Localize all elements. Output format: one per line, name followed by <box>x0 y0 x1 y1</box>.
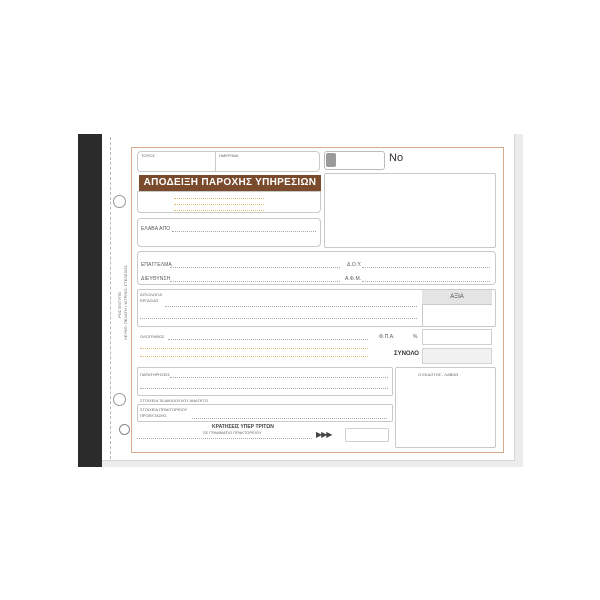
binder-hole-top <box>113 195 126 208</box>
title-dotline-1 <box>174 198 264 199</box>
vat-number-line <box>362 281 490 282</box>
vat-amount-cell <box>422 329 492 345</box>
tax-office-label: Δ.Ο.Υ. <box>347 262 362 268</box>
remarks-box <box>137 367 393 396</box>
withholding-line <box>137 438 312 439</box>
total-label: ΣΥΝΟΛΟ <box>394 351 419 357</box>
place-date-divider <box>215 151 216 172</box>
series-tag <box>326 153 336 167</box>
binder-hole-bottom <box>113 393 126 406</box>
amount-header: ΑΞΙΑ <box>422 290 492 305</box>
stub-copies-text: ΛΕΥΚΟ: ΠΕΛΑΤΗ • ΚΙΤΡΙΝΟ: ΣΤΕΛΕΧΟΣ <box>123 265 128 340</box>
received-from-label: ΕΛΑΒΑ ΑΠΟ <box>141 226 171 232</box>
address-line <box>170 281 340 282</box>
issuer-receiver-label: Ο ΕΚΔΟΤΗΣ - ΛΑΒΩΝ <box>418 372 459 377</box>
vat-number-label: Α.Φ.Μ. <box>345 276 362 282</box>
binding-spine <box>78 134 102 467</box>
stamp-box <box>324 173 496 248</box>
address-label: ΔΙΕΥΘΥΝΣΗ <box>141 276 171 282</box>
reason-label-1: ΑΙΤΙΟΛΟΓΙΑ <box>140 292 163 297</box>
vat-percent-label: % <box>413 334 418 340</box>
in-words-line-2 <box>140 348 368 349</box>
payer-details-box <box>137 251 496 285</box>
in-words-line-1 <box>168 339 368 340</box>
number-label: No <box>389 152 404 164</box>
in-words-line-3 <box>140 356 368 357</box>
vat-field-label: Φ.Π.Α. <box>379 334 395 340</box>
received-from-line <box>172 231 316 232</box>
form-title: ΑΠΟΔΕΙΞΗ ΠΑΡΟΧΗΣ ΥΠΗΡΕΣΙΩΝ <box>139 175 321 191</box>
remarks-label: ΠΑΡΑΤΗΡΗΣΕΙΣ <box>140 372 170 377</box>
remarks-line-2 <box>140 388 388 389</box>
remarks-line-1 <box>170 377 388 378</box>
withholding-amount-cell <box>345 428 389 442</box>
agency-label-1: ΣΤΟΙΧΕΙΑ ΠΡΑΚΤΟΡΕΙΟΥ <box>140 407 188 412</box>
date-label: ΗΜΕΡ/ΝΙΑ <box>219 153 239 158</box>
received-from-box <box>137 218 321 247</box>
signature-box <box>395 367 496 448</box>
agency-line <box>192 418 387 419</box>
total-amount-cell <box>422 348 492 364</box>
third-party-label: ΣΤΟΙΧΕΙΑ ΤΑ ΔΙΚΑΙΟΥΧΟΥ ΑΝΑΓΚΤΟ <box>140 398 209 403</box>
profession-line <box>170 267 340 268</box>
reason-line-1 <box>165 306 417 307</box>
reason-label-2: ΕΡΓΑΣΙΑΣ <box>140 298 159 303</box>
withholding-title: ΚΡΑΤΗΣΕΙΣ ΥΠΕΡ ΤΡΙΤΩΝ <box>212 424 274 430</box>
withholding-subtitle: ΣΕ ΓΡΑΜΜΑΤΙΟ ΠΡΑΚΤΟΡΕΙΟΥ <box>203 430 262 435</box>
agency-label-2: ΠΡΟΕΚΤΑΣΗΣ <box>140 413 167 418</box>
arrows-icon: ▶▶▶ <box>316 430 332 439</box>
in-words-label: ΟΛΟΓΡΑΦΩΣ <box>140 334 165 339</box>
place-label: ΤΟΠΟΣ <box>141 153 155 158</box>
stub-code-text: ΡΟΣ ΕΝΤΥΠΟ <box>117 291 122 318</box>
reason-line-2 <box>140 318 417 319</box>
perforation-line <box>110 137 111 459</box>
title-dotline-2 <box>174 204 264 205</box>
profession-label: ΕΠΑΓΓΕΛΜΑ <box>141 262 172 268</box>
tax-office-line <box>362 267 490 268</box>
title-dotline-3 <box>174 210 264 211</box>
recycle-logo-icon <box>119 424 130 435</box>
